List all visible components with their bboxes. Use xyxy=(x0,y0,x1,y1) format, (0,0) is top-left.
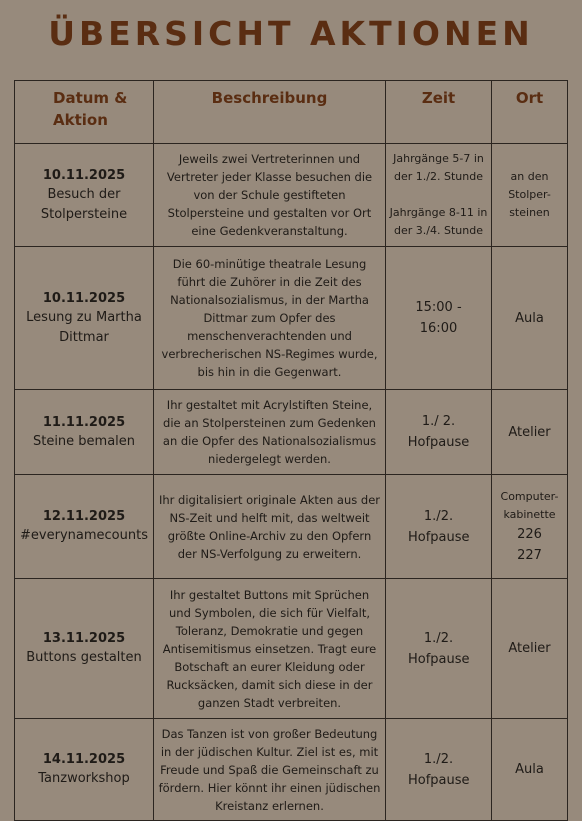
zeit-cell xyxy=(386,144,492,247)
datum-cell xyxy=(15,579,154,719)
row-date: 11.11.2025 xyxy=(42,414,126,430)
row-place-label: Computer-kabinette xyxy=(500,489,559,521)
row-time-b: Jahrgänge 8-11 in der 3./4. Stunde xyxy=(389,206,488,237)
actions-table xyxy=(14,80,568,821)
header-zeit: Zeit xyxy=(386,81,492,144)
row-date: 12.11.2025 xyxy=(42,509,126,524)
row-time: 15:00 - 16:00 xyxy=(386,247,492,390)
row-time-a: Jahrgänge 5-7 in der 1./2. Stunde xyxy=(393,152,484,183)
row-action: Tanzworkshop xyxy=(38,771,130,786)
datum-cell xyxy=(15,390,154,475)
row-description: Jeweils zwei Vertreterinnen und Vertreter jeder Klasse besuchen die von der Schule gestifteten Stolpersteine und gestalten vor Ort eine Gedenkveranstaltung. xyxy=(154,144,386,247)
header-beschreibung: Beschreibung xyxy=(154,81,386,144)
datum-cell xyxy=(15,247,154,390)
datum-cell xyxy=(15,719,154,821)
row-place: Aula xyxy=(492,247,568,390)
row-place: Aula xyxy=(492,719,568,821)
datum-cell xyxy=(15,475,154,579)
row-description: Ihr gestaltet Buttons mit Sprüchen und Symbolen, die sich für Vielfalt, Toleranz, Demokratie und gegen Antisemitismus einsetzen. Tragt eure Botschaft an eurer Kleidung oder Rucksäcken, damit sich diese in der ganzen Stadt verbreiten. xyxy=(154,579,386,719)
row-action: Steine bemalen xyxy=(32,433,136,449)
row-description: Die 60-minütige theatrale Lesung führt die Zuhörer in die Zeit des Nationalsozialismus, in der Martha Dittmar zum Opfer des menschenverachtenden und verbrecherischen NS-Regimes wurde, bis hin in die Gegenwart. xyxy=(154,247,386,390)
row-time: 1./ 2. Hofpause xyxy=(386,390,492,475)
row-description: Ihr gestaltet mit Acrylstiften Steine, die an Stolpersteinen zum Gedenken an die Opfer des Nationalsozialismus niedergelegt werden. xyxy=(154,390,386,475)
row-time: 1./2. Hofpause xyxy=(386,579,492,719)
header-datum: Datum & Aktion xyxy=(15,81,154,144)
row-description: Ihr digitalisiert originale Akten aus der NS-Zeit und helft mit, das weltweit größte Online-Archiv zu den Opfern der NS-Verfolgung zu erweitern. xyxy=(154,475,386,579)
row-description: Das Tanzen ist von großer Bedeutung in der jüdischen Kultur. Ziel ist es, mit Freude und Spaß die Gemeinschaft zu fördern. Hier könnt ihr einen jüdischen Kreistanz erlernen. xyxy=(154,719,386,821)
row-place-room: 226 xyxy=(517,526,542,542)
row-place: an den Stolper-steinen xyxy=(492,144,568,247)
datum-cell xyxy=(15,144,154,247)
row-place: Atelier xyxy=(492,390,568,475)
ort-cell xyxy=(492,475,568,579)
table-header-row xyxy=(15,81,568,144)
row-place: Atelier xyxy=(492,579,568,719)
row-action: Besuch der Stolpersteine xyxy=(40,186,128,222)
table-row xyxy=(15,144,568,247)
row-date: 10.11.2025 xyxy=(42,290,126,306)
row-action: #everynamecounts xyxy=(20,528,148,543)
header-ort: Ort xyxy=(492,81,568,144)
row-time: 1./2. Hofpause xyxy=(386,475,492,579)
row-action: Buttons gestalten xyxy=(26,650,142,665)
table-row xyxy=(15,719,568,821)
table-row xyxy=(15,390,568,475)
row-time: 1./2. Hofpause xyxy=(386,719,492,821)
page-title: ÜBERSICHT AKTIONEN xyxy=(48,14,534,53)
row-action: Lesung zu Martha Dittmar xyxy=(26,309,142,345)
row-place-room: 227 xyxy=(517,547,542,563)
row-date: 13.11.2025 xyxy=(42,631,126,646)
table-row xyxy=(15,247,568,390)
row-date: 10.11.2025 xyxy=(42,167,126,183)
table-row xyxy=(15,475,568,579)
table-row xyxy=(15,579,568,719)
row-date: 14.11.2025 xyxy=(42,752,126,767)
